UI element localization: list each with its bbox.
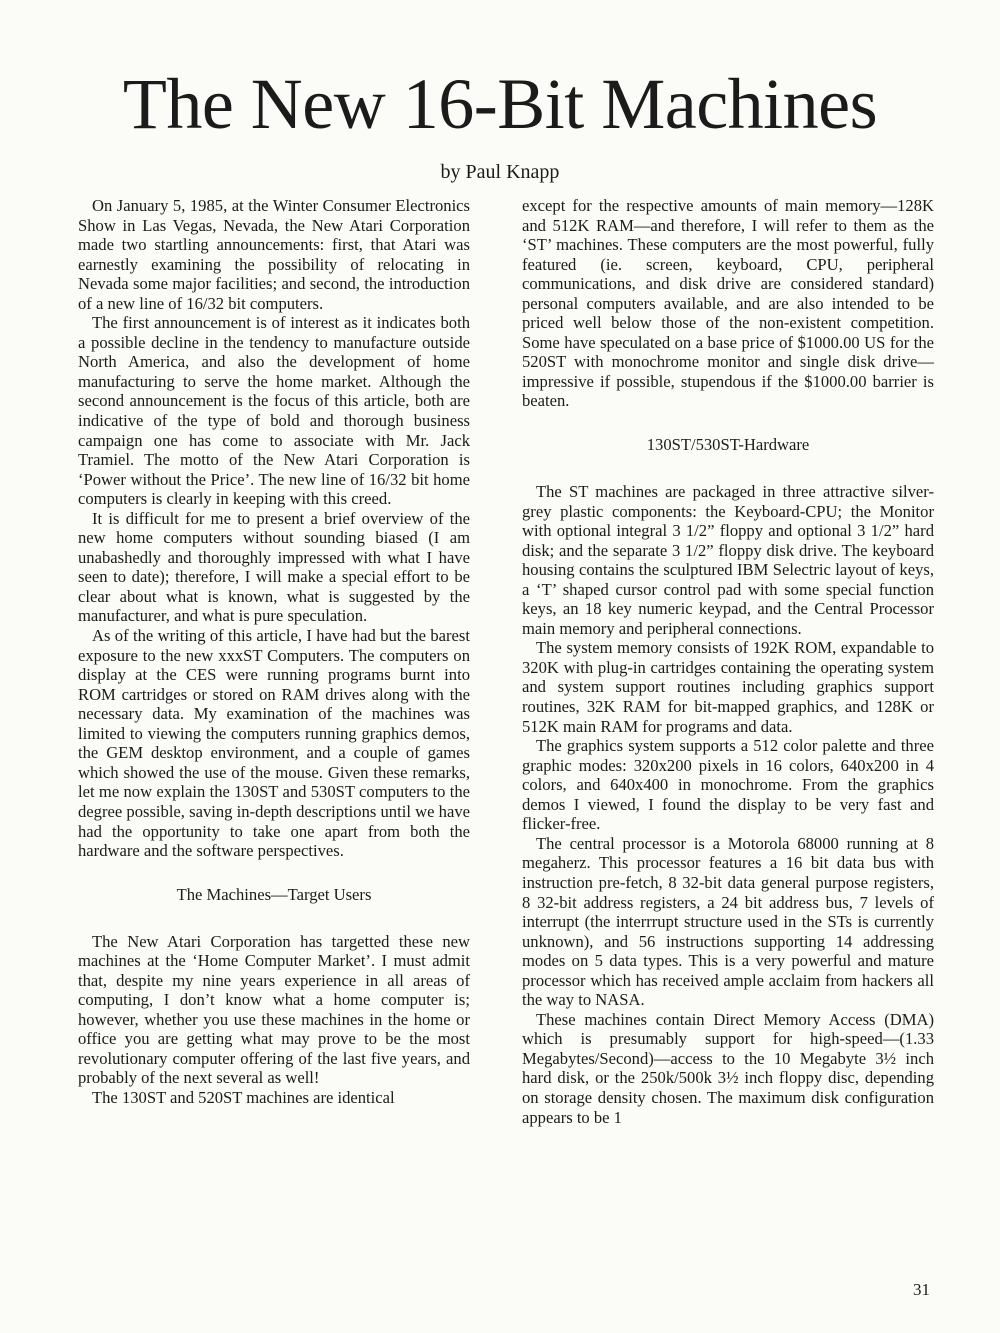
left-column bbox=[78, 196, 470, 1108]
paragraph: It is difficult for me to present a brief overview of the new home computers without sounding biased (I am unabashedly and thoroughly impressed with what I have seen to date); therefore, I will make a special effort to be clear about what is known, what is suggested by the manufacturer, and what is pure speculation. bbox=[78, 508, 470, 626]
paragraph: The ST machines are packaged in three attractive silver-grey plastic components: the Keyboard-CPU; the Monitor with optional integral 3 1/2” floppy and optional 3 1/2” hard disk; and the separate 3 1/2” floppy disk drive. The keyboard housing contains the sculptured IBM Selectric layout of keys, a ‘T’ shaped cursor control pad with some special function keys, an 18 key numeric keypad, and the Central Processor main memory and peripheral connections. bbox=[522, 482, 934, 638]
paragraph: As of the writing of this article, I have had but the barest exposure to the new xxxST Computers. The computers on display at the CES were running programs burnt into ROM cartridges or stored on RAM drives along with the necessary data. My examination of the machines was limited to viewing the computers running graphics demos, the GEM desktop environment, and a couple of games which showed the use of the mouse. Given these remarks, let me now explain the 130ST and 530ST computers to the degree possible, saving in-depth descriptions until we have had the opportunity to take one apart from both the hardware and the software perspectives. bbox=[78, 626, 470, 861]
paragraph: The system memory consists of 192K ROM, expandable to 320K with plug-in cartridges containing the operating system and system support routines including graphics support routines, 32K RAM for bit-mapped graphics, and 128K or 512K main RAM for programs and data. bbox=[522, 638, 934, 736]
page-number: 31 bbox=[913, 1280, 930, 1299]
paragraph: The graphics system supports a 512 color palette and three graphic modes: 320x200 pixels in 16 colors, 640x200 in 4 colors, and 640x400 in monochrome. From the graphics demos I viewed, I found the display to be very fast and flicker-free. bbox=[522, 736, 934, 834]
paragraph: The central processor is a Motorola 68000 running at 8 megaherz. This processor features a 16 bit data bus with instruction pre-fetch, 8 32-bit data general purpose registers, 8 32-bit address registers, a 24 bit address bus, 7 levels of interrupt (the interrrupt structure used in the STs is currently unknown), and 56 instructions supporting 14 addressing modes on 5 data types. This is a very powerful and mature processor which has received ample acclaim from hackers all the way to NASA. bbox=[522, 833, 934, 1010]
paragraph: The 130ST and 520ST machines are identical bbox=[92, 1087, 395, 1107]
section-heading: The Machines—Target Users bbox=[176, 884, 372, 904]
paragraph: The New Atari Corporation has targetted these new machines at the ‘Home Computer Market’. I must admit that, despite my nine years experience in all areas of computing, I don’t know what a home computer is; however, whether you use these machines in the home or office you are getting what may prove to be the most revolutionary computer offering of the last five years, and probably of the next several as well! bbox=[78, 931, 470, 1088]
right-column bbox=[522, 196, 934, 1127]
paragraph: On January 5, 1985, at the Winter Consumer Electronics Show in Las Vegas, Nevada, the New Atari Corporation made two startling announcements: first, that Atari was earnestly examining the possibility of relocating in Nevada some major facilities; and second, the introduction of a new line of 16/32 bit computers. bbox=[78, 196, 470, 313]
article-byline: by Paul Knapp bbox=[440, 161, 560, 183]
paragraph: These machines contain Direct Memory Access (DMA) which is presumably support for high-speed—(1.33 Megabytes/Second)—access to the 10 Megabyte 3½ inch hard disk, or the 250k/500k 3½ inch floppy disc, depending on storage density chosen. The maximum disk configuration appears to be 1 bbox=[522, 1009, 934, 1127]
article-title: The New 16-Bit Machines bbox=[122, 64, 878, 144]
paragraph: except for the respective amounts of main memory—128K and 512K RAM—and therefore, I will refer to them as the ‘ST’ machines. These computers are the most powerful, fully featured (ie. screen, keyboard, CPU, peripheral communications, and disk drive are considered standard) personal computers available, and are also intended to be priced well below those of the non-existent competition. Some have speculated on a base price of $1000.00 US for the 520ST with monochrome monitor and single disk drive—impressive if possible, stupendous if the $1000.00 barrier is beaten. bbox=[522, 196, 934, 411]
section-heading: 130ST/530ST-Hardware bbox=[646, 435, 810, 455]
paragraph: The first announcement is of interest as it indicates both a possible decline in the tendency to manufacture outside North America, and also the development of home manufacturing to serve the home market. Although the second announcement is the focus of this article, both are indicative of the type of bold and thorough business campaign one has come to associate with Mr. Jack Tramiel. The motto of the New Atari Corporation is ‘Power without the Price’. The new line of 16/32 bit home computers is clearly in keeping with this creed. bbox=[78, 313, 470, 509]
